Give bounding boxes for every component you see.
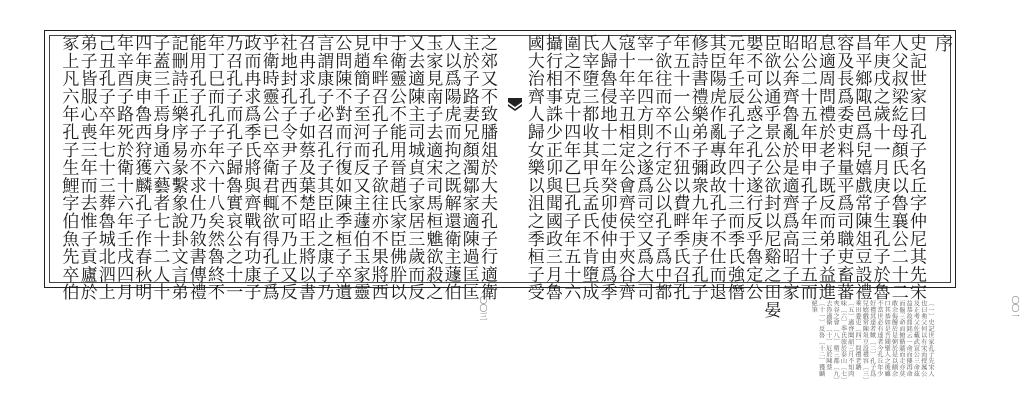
text-column: 公問陳不對而行復如陳季桓子卒遺 [331,34,352,301]
text-column: 年庚戌之歲十一月庚子生孔子於魯 [869,34,890,301]
text-column: 息適周問禮於老子既反而弟子益進 [815,34,835,301]
text-column: 嬰不可公惑之孔子遂行反乎魯定公 [742,34,763,301]
text-column: 修詩書禮樂弟子彌衆九年庚子孔子 [687,34,708,301]
commentary-notes: 〔一〕史記世家孔子先宋人也曰弗父何以有宋而授厲公及正考父佐戴武宣公三命茲益恭故鼎銘云一命而僂再命而傴三命而俯循牆而走亦莫敢余侮饘於是粥於是以餬余口其恭如是吾聞聖人之後雖不當世必有達者今孔丘年少好禮其達者歟〔二〕孔子爲兒嬉戲常陳俎豆設禮容〔三〕乘田委吏〔四〕問禮老聃〔五〕適齊聞韶三月不知肉味〔六〕季氏旅於泰山〔七〕夾谷之會〔八〕墮三都〔九〕去魯適衛〔十〕厄於陳蔡〔十一〕反魯〔十二〕獲麟絕筆 [810,300,934,381]
text-column: 臣欲以通乎景公公欲封以尼谿之田晏 [760,34,781,319]
text-column: 又去適陳主司城貞子家居三歲而反 [404,34,425,301]
text-column: 主於子路妻兄顏濁鄒家適陳過匡匡 [458,34,479,301]
text-column: 子蓋三千焉身通六藝者七十二人十 [149,34,170,301]
text-column: 言謂康子必召孔子其臣止之康子乃 [313,34,334,301]
text-column: 年五十一公山不狃以費畔季氏召孔 [669,34,690,301]
text-column: 弟子皆服心喪三年而去惟子貢廬於 [76,34,97,301]
text-column: 圍之不克十四年乙巳孔子年五十六 [560,34,581,301]
text-column: 中牟畔召孔子孔子欲往亦不果將西 [367,34,388,301]
text-column: 史記世家曰孔子名丘字仲尼其先宋 [906,34,926,301]
text-column: 人父叔梁紇母顏氏以魯襄公二十二 [887,34,908,301]
text-column: 四年庚申魯西狩獲麟孔子作春秋明 [131,34,152,301]
text-column: 年丁巳而孔子年六十八矣然魯終不 [204,34,224,301]
text-column: 子欲往而卒不行定公以孔子爲中都 [651,34,672,301]
text-column: 昭公奔齊魯亂於是適齊爲高昭子家 [778,34,799,301]
text-column: 乎衛時靈公已卒衛君輒欲得孔子爲 [258,34,279,301]
text-column: 召冉求孔子如蔡及葉楚昭王將以書 [295,34,315,301]
text-column: 元年壬辰孔子年四十三而季氏強僭 [724,34,744,301]
text-column: 己丑孔子卒年七十三葬魯城北泗上 [94,34,115,301]
text-column: 見趙簡子至河而反又主蘧伯玉家靈 [349,34,370,301]
text-column: 冢上凡六年孔子生鯉字伯魚先卒伯 [58,34,79,301]
text-column: 社地封孔子令尹子西不可乃止又反 [276,34,297,301]
fishtail-mark-icon [508,98,522,112]
text-column: 能用孔子孔子亦不求仕乃敘書傳禮 [185,34,206,301]
text-column: 政而冉求爲季氏將與齊戰有功康子 [240,34,261,301]
text-column: 國大治齊人歸女樂以沮之季桓子受 [523,34,544,301]
text-column: 記刪詩正樂序易彖繫象說卦文言弟 [167,34,188,301]
folio-left: 〇〇三 [479,296,488,320]
text-column: 之郊又不致膰俎於大夫孔子行適衛 [477,34,497,301]
text-column: 于衛靈公不能用晉趙氏家臣佛肸以 [386,34,406,301]
text-column: 乃召孔子而孔子歸魯實哀公之十一 [222,34,243,301]
folio-right: 〇〇一 [1011,296,1020,320]
text-column: 人以爲陽虎而拘之既解還衛主蘧伯 [440,34,461,301]
text-column: 人歸魯侵地十二年癸卯使仲由爲季 [596,34,617,301]
text-column: 玉家見南子去適宋司馬桓魋欲殺之 [422,34,443,301]
section-title: 序 [932,34,953,54]
text-column: 氏宰墮三都收其甲兵孟氏不肯墮成 [578,34,599,301]
text-column: 攝行相事誅少正卯與聞國政三月魯 [542,34,562,301]
text-column: 昌平鄉陬邑爲兒嬉戲常陳俎豆設禮 [851,34,872,301]
text-column: 宰一年四方則之遂爲司空又爲大司 [633,34,653,301]
text-column: 其臣陽虎作亂專政故孔子不仕而退 [705,34,726,301]
text-column: 昭公二十五年甲申孔子年三十五而 [796,34,817,301]
text-column: 寇十年辛丑相定公會齊侯于夾谷齊 [614,34,635,301]
text-column: 年辛酉子路死於衛十六年壬戌四月 [113,34,133,301]
text-column: 容及長爲委吏料量平爲司職吏畜蕃 [833,34,854,301]
